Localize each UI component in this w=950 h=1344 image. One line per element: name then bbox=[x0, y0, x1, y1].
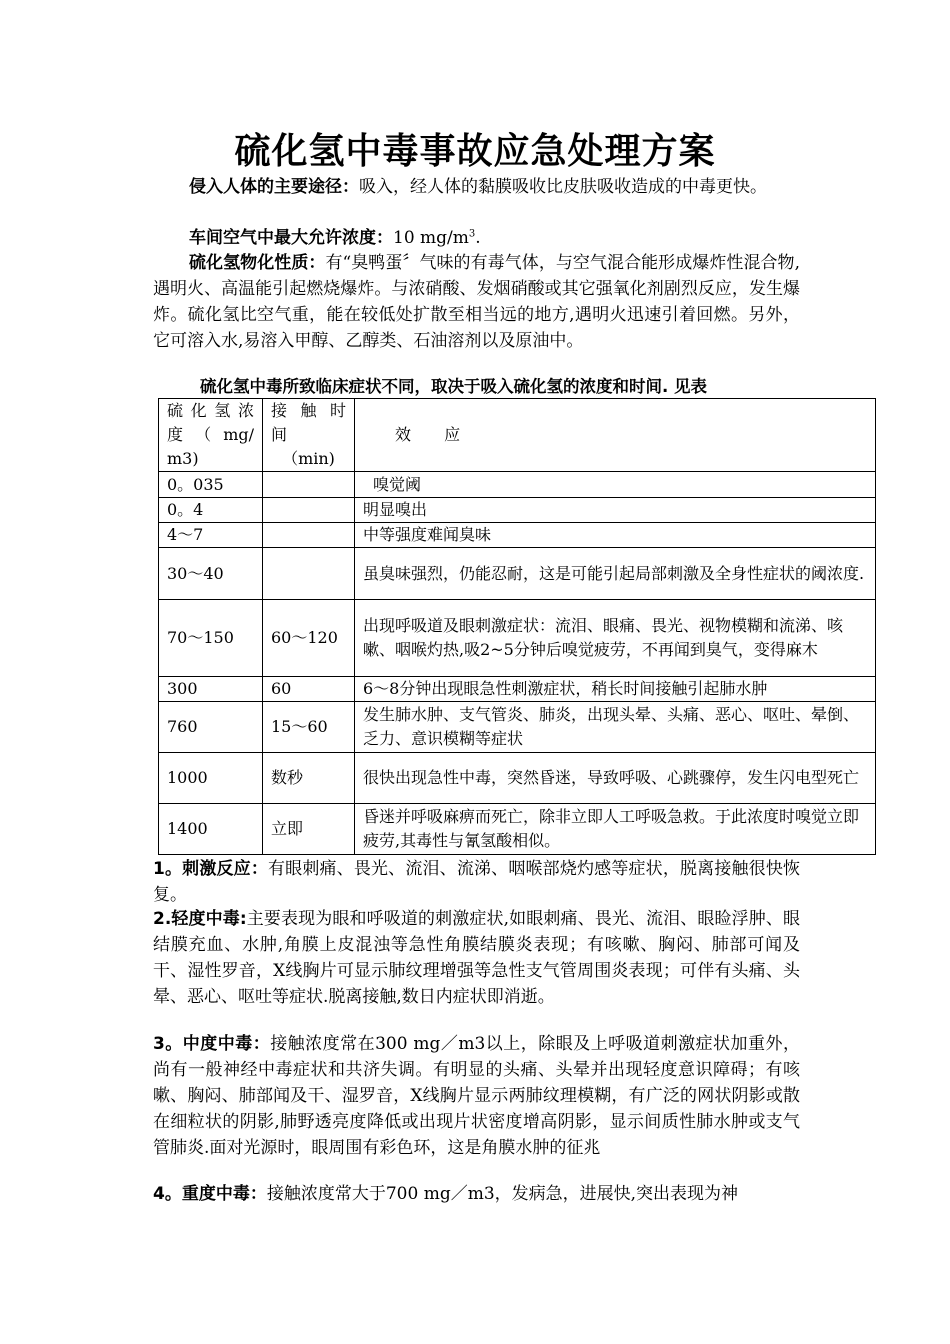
cell-time: 60～120 bbox=[263, 600, 355, 677]
max-concentration-tail: . bbox=[475, 228, 481, 248]
header-concentration-line3: m3) bbox=[167, 449, 199, 468]
properties-paragraph bbox=[153, 250, 800, 354]
header-concentration-line2: 度 （ mg/ bbox=[167, 425, 254, 444]
cell-concentration: 4～7 bbox=[159, 523, 263, 548]
properties-text: 有“臭鸭蛋〞气味的有毒气体，与空气混合能形成爆炸性混合物,遇明火、高温能引起燃烧爆炸。与浓硝酸、发烟硝酸或其它强氧化剂剧烈反应，发生爆炸。硫化氢比空气重，能在较低处扩散至相当远的地方,遇明火迅速引着回燃。另外，它可溶入水,易溶入甲醇、乙醇类、石油溶剂以及原油中。 bbox=[153, 253, 801, 351]
section-label: 1。刺激反应： bbox=[153, 859, 268, 879]
cell-concentration: 1400 bbox=[159, 804, 263, 855]
cell-effect: 明显嗅出 bbox=[355, 498, 876, 523]
max-concentration-unit-sup: 3 bbox=[468, 228, 476, 240]
cell-time: 立即 bbox=[263, 804, 355, 855]
cell-concentration: 70～150 bbox=[159, 600, 263, 677]
section-moderate-poisoning bbox=[153, 1031, 800, 1161]
toxicity-table bbox=[158, 398, 876, 855]
cell-time bbox=[263, 548, 355, 600]
cell-time: 15～60 bbox=[263, 702, 355, 753]
section-severe-poisoning bbox=[153, 1181, 800, 1207]
cell-time bbox=[263, 472, 355, 498]
header-effect: 效 应 bbox=[355, 399, 876, 472]
cell-time: 60 bbox=[263, 677, 355, 702]
table-row bbox=[159, 753, 876, 804]
cell-effect: 昏迷并呼吸麻痹而死亡，除非立即人工呼吸急救。于此浓度时嗅觉立即疲劳,其毒性与氰氢酸相似。 bbox=[355, 804, 876, 855]
cell-effect: 很快出现急性中毒，突然昏迷，导致呼吸、心跳骤停，发生闪电型死亡 bbox=[355, 753, 876, 804]
section-label: 2.轻度中毒: bbox=[153, 909, 247, 929]
section-text: 有眼刺痛、畏光、流泪、流涕、咽喉部烧灼感等症状，脱离接触很快恢复。 bbox=[153, 859, 800, 905]
cell-concentration: 0。035 bbox=[159, 472, 263, 498]
cell-concentration: 300 bbox=[159, 677, 263, 702]
header-time-line1: 接触时 bbox=[271, 401, 346, 420]
header-time-line2: 间 bbox=[271, 425, 288, 444]
table-row bbox=[159, 523, 876, 548]
cell-effect: 嗅觉阈 bbox=[355, 472, 876, 498]
intake-route-paragraph bbox=[153, 174, 800, 200]
cell-effect: 出现呼吸道及眼刺激症状：流泪、眼痛、畏光、视物模糊和流涕、咳嗽、咽喉灼热,吸2~5分钟后嗅觉疲劳，不再闻到臭气，变得麻木 bbox=[355, 600, 876, 677]
table-intro: 硫化氢中毒所致临床症状不同，取决于吸入硫化氢的浓度和时间. 见表 bbox=[200, 377, 708, 396]
table-row bbox=[159, 702, 876, 753]
table-row bbox=[159, 804, 876, 855]
table-header-row bbox=[159, 399, 876, 472]
cell-time: 数秒 bbox=[263, 753, 355, 804]
table-row bbox=[159, 600, 876, 677]
max-concentration-value: 10 mg/m bbox=[393, 228, 469, 248]
cell-effect: 发生肺水肿、支气管炎、肺炎，出现头晕、头痛、恶心、呕吐、晕倒、乏力、意识模糊等症状 bbox=[355, 702, 876, 753]
section-text: 接触浓度常在300 mg／m3以上，除眼及上呼吸道刺激症状加重外，尚有一般神经中毒症状和共济失调。有明显的头痛、头晕并出现轻度意识障碍；有咳嗽、胸闷、肺部闻及干、湿罗音，X线胸片显示两肺纹理模糊，有广泛的网状阴影或散在细粒状的阴影,肺野透亮度降低或出现片状密度增高阴影，显示间质性肺水肿或支气管肺炎.面对光源时，眼周围有彩色环，这是角膜水肿的征兆 bbox=[153, 1034, 800, 1158]
header-concentration-line1: 硫化氢浓 bbox=[167, 401, 254, 420]
cell-concentration: 0。4 bbox=[159, 498, 263, 523]
section-text: 接触浓度常大于700 mg／m3，发病急，进展快,突出表现为神 bbox=[266, 1184, 739, 1204]
table-row bbox=[159, 548, 876, 600]
cell-effect: 虽臭味强烈，仍能忍耐，这是可能引起局部刺激及全身性症状的阈浓度. bbox=[355, 548, 876, 600]
section-label: 3。中度中毒： bbox=[153, 1034, 271, 1054]
section-mild-poisoning bbox=[153, 906, 800, 1010]
table-row bbox=[159, 472, 876, 498]
cell-time bbox=[263, 523, 355, 548]
header-time-line3: （min) bbox=[282, 449, 335, 468]
cell-concentration: 30～40 bbox=[159, 548, 263, 600]
header-time bbox=[263, 399, 355, 472]
cell-effect: 6～8分钟出现眼急性刺激症状，稍长时间接触引起肺水肿 bbox=[355, 677, 876, 702]
cell-effect: 中等强度难闻臭味 bbox=[355, 523, 876, 548]
section-label: 4。重度中毒： bbox=[153, 1184, 267, 1204]
section-text: 主要表现为眼和呼吸道的刺激症状,如眼刺痛、畏光、流泪、眼睑浮肿、眼结膜充血、水肿,角膜上皮混浊等急性角膜结膜炎表现；有咳嗽、胸闷、肺部可闻及干、湿性罗音，X线胸片可显示肺纹理增强等急性支气管周围炎表现；可伴有头痛、头晕、恶心、呕吐等症状.脱离接触,数日内症状即消逝。 bbox=[153, 909, 800, 1007]
max-concentration-label: 车间空气中最大允许浓度： bbox=[189, 228, 393, 248]
table-row bbox=[159, 498, 876, 523]
table-row bbox=[159, 677, 876, 702]
cell-concentration: 1000 bbox=[159, 753, 263, 804]
max-concentration-paragraph bbox=[153, 225, 800, 251]
cell-concentration: 760 bbox=[159, 702, 263, 753]
page-title: 硫化氢中毒事故应急处理方案 bbox=[234, 131, 716, 172]
properties-label: 硫化氢物化性质： bbox=[189, 253, 326, 273]
section-irritation bbox=[153, 856, 800, 908]
cell-time bbox=[263, 498, 355, 523]
intake-route-label: 侵入人体的主要途径： bbox=[189, 177, 359, 197]
intake-route-text: 吸入，经人体的黏膜吸收比皮肤吸收造成的中毒更快。 bbox=[359, 177, 767, 197]
header-concentration bbox=[159, 399, 263, 472]
